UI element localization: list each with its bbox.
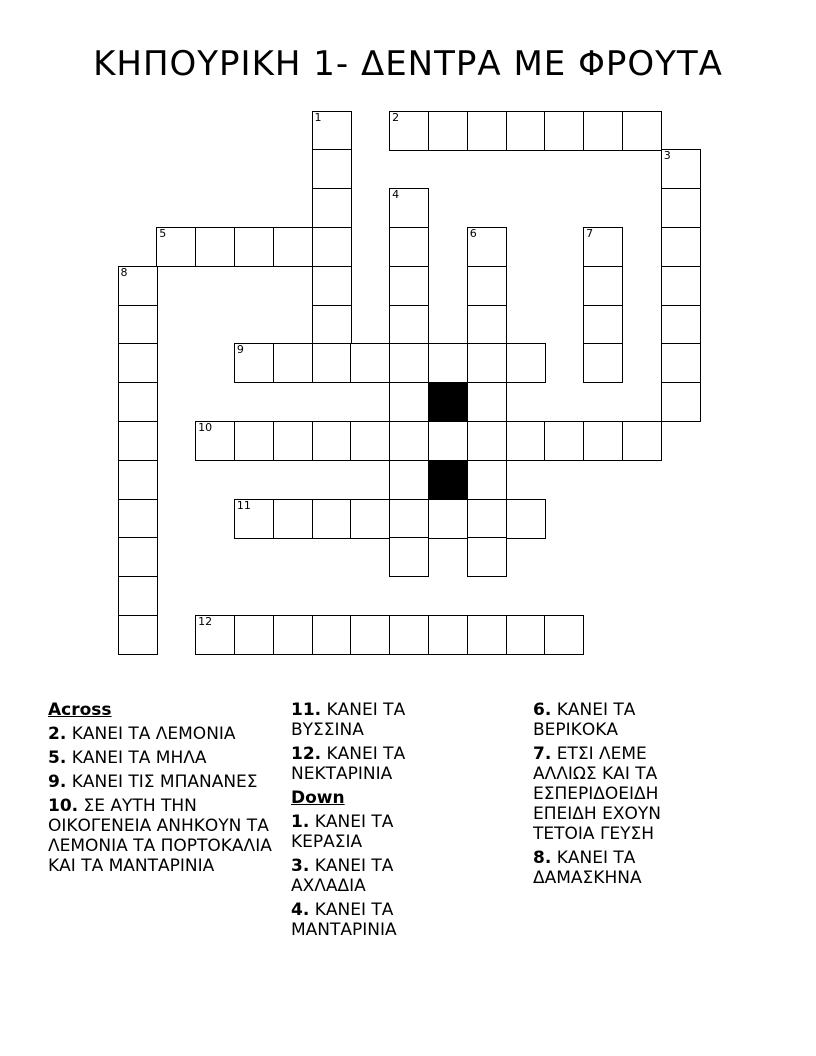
grid-cell[interactable] [389,343,429,383]
grid-cell[interactable] [273,421,313,461]
grid-cell[interactable] [118,460,158,500]
grid-cell[interactable] [389,499,429,539]
grid-cell[interactable] [389,111,429,151]
grid-cell[interactable] [234,499,274,539]
grid-cell[interactable] [661,382,701,422]
clue-down-6: 6. ΚΑΝΕΙ ΤΑ ΒΕΡΙΚΟΚΑ [533,700,636,740]
grid-cell[interactable] [583,266,623,306]
clue-down-1: 1. ΚΑΝΕΙ ΤΑ ΚΕΡΑΣΙΑ [291,812,394,852]
grid-cell[interactable] [234,227,274,267]
grid-cell[interactable] [350,615,390,655]
clue-number: 1 [314,110,322,124]
clue-number: 12 [198,614,213,628]
grid-cell[interactable] [118,305,158,345]
grid-cell[interactable] [234,421,274,461]
grid-cell[interactable] [350,421,390,461]
clue-number: 2 [392,110,400,124]
clue-across-5: 5. ΚΑΝΕΙ ΤΑ ΜΗΛΑ [48,748,207,768]
grid-cell[interactable] [506,343,546,383]
grid-cell[interactable] [389,615,429,655]
grid-cell[interactable] [506,421,546,461]
grid-cell[interactable] [312,111,352,151]
clue-across-9: 9. ΚΑΝΕΙ ΤΙΣ ΜΠΑΝΑΝΕΣ [48,772,258,792]
grid-cell[interactable] [544,615,584,655]
grid-cell[interactable] [273,227,313,267]
grid-cell[interactable] [273,343,313,383]
grid-cell[interactable] [312,615,352,655]
black-square [428,460,468,500]
grid-cell[interactable] [428,615,468,655]
grid-cell[interactable] [312,227,352,267]
grid-cell[interactable] [118,537,158,577]
clue-down-7: 7. ΕΤΣΙ ΛΕΜΕ ΑΛΛΙΩΣ ΚΑΙ ΤΑ ΕΣΠΕΡΙΔΟΕΙΔΗ ΕΠΕΙΔΗ ΕΧΟΥΝ ΤΕΤΟΙΑ ΓΕΥΣΗ [533,744,661,844]
grid-cell[interactable] [467,227,507,267]
grid-cell[interactable] [467,305,507,345]
clue-across-12: 12. ΚΑΝΕΙ ΤΑ ΝΕΚΤΑΡΙΝΙΑ [291,744,406,784]
grid-cell[interactable] [467,111,507,151]
grid-cell[interactable] [234,343,274,383]
grid-cell[interactable] [389,382,429,422]
grid-cell[interactable] [118,421,158,461]
grid-cell[interactable] [389,266,429,306]
grid-cell[interactable] [428,343,468,383]
clue-number: 6 [469,226,477,240]
clue-across-2: 2. ΚΑΝΕΙ ΤΑ ΛΕΜΟΝΙΑ [48,724,236,744]
grid-cell[interactable] [312,266,352,306]
clue-number: 3 [663,149,671,163]
grid-cell[interactable] [583,305,623,345]
grid-cell[interactable] [156,227,196,267]
grid-cell[interactable] [118,382,158,422]
clue-number: 5 [159,226,167,240]
grid-cell[interactable] [389,537,429,577]
grid-cell[interactable] [273,615,313,655]
clue-number: 7 [586,226,594,240]
clue-number: 4 [392,188,400,202]
grid-cell[interactable] [389,227,429,267]
clue-number: 8 [120,265,128,279]
grid-cell[interactable] [428,111,468,151]
grid-cell[interactable] [583,111,623,151]
grid-cell[interactable] [118,343,158,383]
grid-cell[interactable] [661,266,701,306]
grid-cell[interactable] [661,227,701,267]
grid-cell[interactable] [389,305,429,345]
grid-cell[interactable] [312,343,352,383]
clue-number: 10 [198,420,213,434]
grid-cell[interactable] [622,111,662,151]
grid-cell[interactable] [389,460,429,500]
grid-cell[interactable] [661,149,701,189]
grid-cell[interactable] [350,499,390,539]
grid-cell[interactable] [389,421,429,461]
grid-cell[interactable] [506,111,546,151]
grid-cell[interactable] [428,499,468,539]
grid-cell[interactable] [195,615,235,655]
grid-cell[interactable] [118,576,158,616]
clue-number: 9 [236,343,244,357]
down-header: Down [291,788,345,808]
grid-cell[interactable] [661,305,701,345]
grid-cell[interactable] [467,343,507,383]
clues-column-3 [533,700,708,892]
grid-cell[interactable] [661,188,701,228]
clue-down-4: 4. ΚΑΝΕΙ ΤΑ ΜΑΝΤΑΡΙΝΙΑ [291,900,397,940]
grid-cell[interactable] [467,537,507,577]
grid-cell[interactable] [312,305,352,345]
grid-cell[interactable] [467,421,507,461]
black-square [428,382,468,422]
grid-cell[interactable] [312,188,352,228]
grid-cell[interactable] [118,266,158,306]
grid-cell[interactable] [195,227,235,267]
clues-column-2 [291,700,451,944]
grid-cell[interactable] [234,615,274,655]
grid-cell[interactable] [350,343,390,383]
clue-number: 11 [236,498,251,512]
grid-cell[interactable] [467,615,507,655]
grid-cell[interactable] [312,499,352,539]
grid-cell[interactable] [273,499,313,539]
clues-column-1 [48,700,273,880]
grid-cell[interactable] [467,382,507,422]
clue-down-3: 3. ΚΑΝΕΙ ΤΑ ΑΧΛΑΔΙΑ [291,856,394,896]
grid-cell[interactable] [467,499,507,539]
grid-cell[interactable] [583,343,623,383]
clue-across-10: 10. ΣΕ ΑΥΤΗ ΤΗΝ ΟΙΚΟΓΕΝΕΙΑ ΑΝΗΚΟΥΝ ΤΑ ΛΕΜΟΝΙΑ ΤΑ ΠΟΡΤΟΚΑΛΙΑ ΚΑΙ ΤΑ ΜΑΝΤΑΡΙΝΙΑ [48,796,272,876]
grid-cell[interactable] [583,227,623,267]
grid-cell[interactable] [312,149,352,189]
grid-cell[interactable] [118,499,158,539]
grid-cell[interactable] [583,421,623,461]
grid-cell[interactable] [506,615,546,655]
grid-cell[interactable] [118,615,158,655]
grid-cell[interactable] [467,460,507,500]
grid-cell[interactable] [389,188,429,228]
grid-cell[interactable] [312,421,352,461]
grid-cell[interactable] [661,343,701,383]
grid-cell[interactable] [544,111,584,151]
grid-cell[interactable] [428,421,468,461]
grid-cell[interactable] [544,421,584,461]
grid-cell[interactable] [506,499,546,539]
page-title: ΚΗΠΟΥΡΙΚΗ 1- ΔΕΝΤΡΑ ΜΕ ΦΡΟΥΤΑ [93,44,723,84]
across-header: Across [48,700,112,720]
grid-cell[interactable] [195,421,235,461]
clue-across-11: 11. ΚΑΝΕΙ ΤΑ ΒΥΣΣΙΝΑ [291,700,406,740]
grid-cell[interactable] [622,421,662,461]
grid-cell[interactable] [467,266,507,306]
clue-down-8: 8. ΚΑΝΕΙ ΤΑ ΔΑΜΑΣΚΗΝΑ [533,848,642,888]
